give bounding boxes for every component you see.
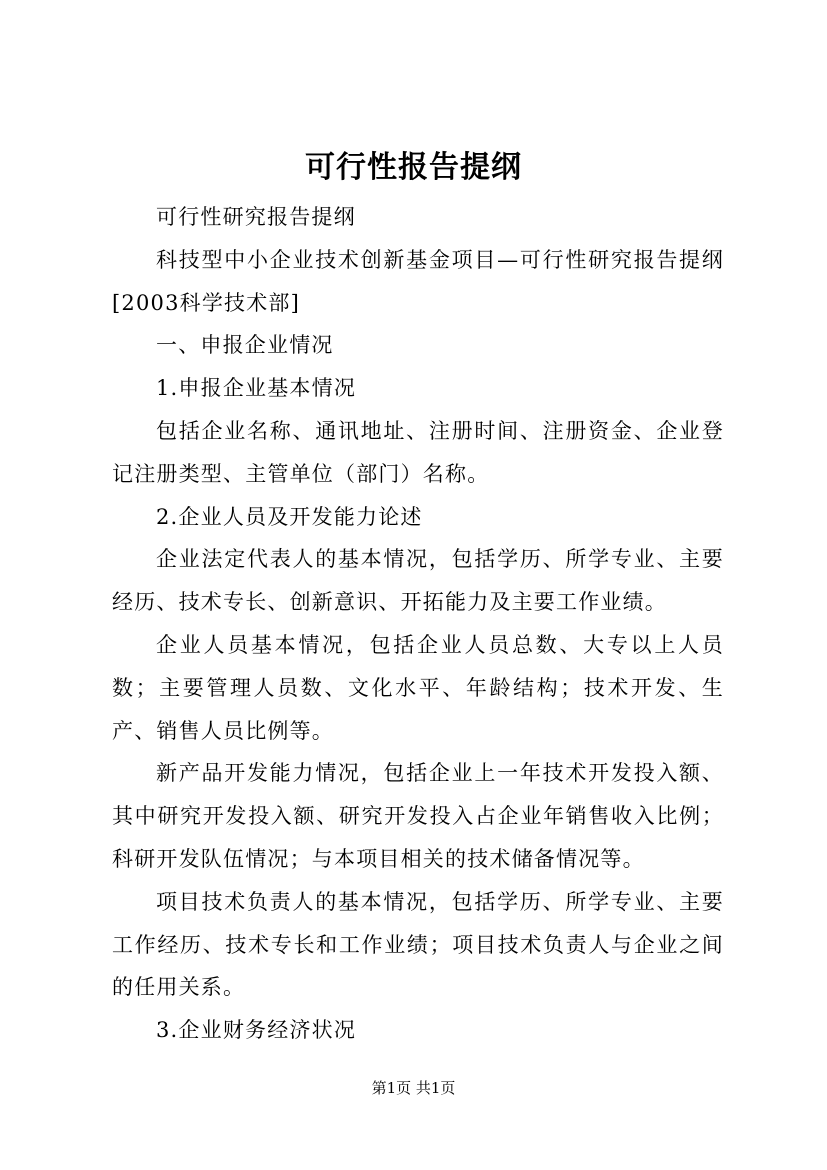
- paragraph: 企业法定代表人的基本情况，包括学历、所学专业、主要经历、技术专长、创新意识、开拓能力及主要工作业绩。: [112, 547, 724, 615]
- paragraph: 可行性研究报告提纲: [156, 205, 356, 229]
- document-title: 可行性报告提纲: [305, 150, 522, 185]
- paragraph: 包括企业名称、通讯地址、注册时间、注册资金、企业登记注册类型、主管单位（部门）名称。: [112, 418, 724, 486]
- paragraph: 新产品开发能力情况，包括企业上一年技术开发投入额、其中研究开发投入额、研究开发投入占企业年销售收入比例；科研开发队伍情况；与本项目相关的技术储备情况等。: [112, 761, 724, 871]
- subsection-heading: 1.申报企业基本情况: [156, 376, 357, 401]
- section-heading: 一、申报企业情况: [156, 333, 334, 358]
- paragraph: 项目技术负责人的基本情况，包括学历、所学专业、主要工作经历、技术专长和工作业绩；项目技术负责人与企业之间的任用关系。: [112, 889, 724, 1000]
- subsection-heading: 3.企业财务经济状况: [156, 1018, 357, 1043]
- document-body: [112, 196, 724, 1052]
- paragraph: 企业人员基本情况，包括企业人员总数、大专以上人员数；主要管理人员数、文化水平、年龄结构；技术开发、生产、销售人员比例等。: [112, 632, 724, 743]
- paragraph: 科技型中小企业技术创新基金项目—可行性研究报告提纲[2003科学技术部]: [112, 247, 724, 315]
- page-footer: 第1页 共1页: [371, 1079, 456, 1097]
- subsection-heading: 2.企业人员及开发能力论述: [156, 504, 423, 529]
